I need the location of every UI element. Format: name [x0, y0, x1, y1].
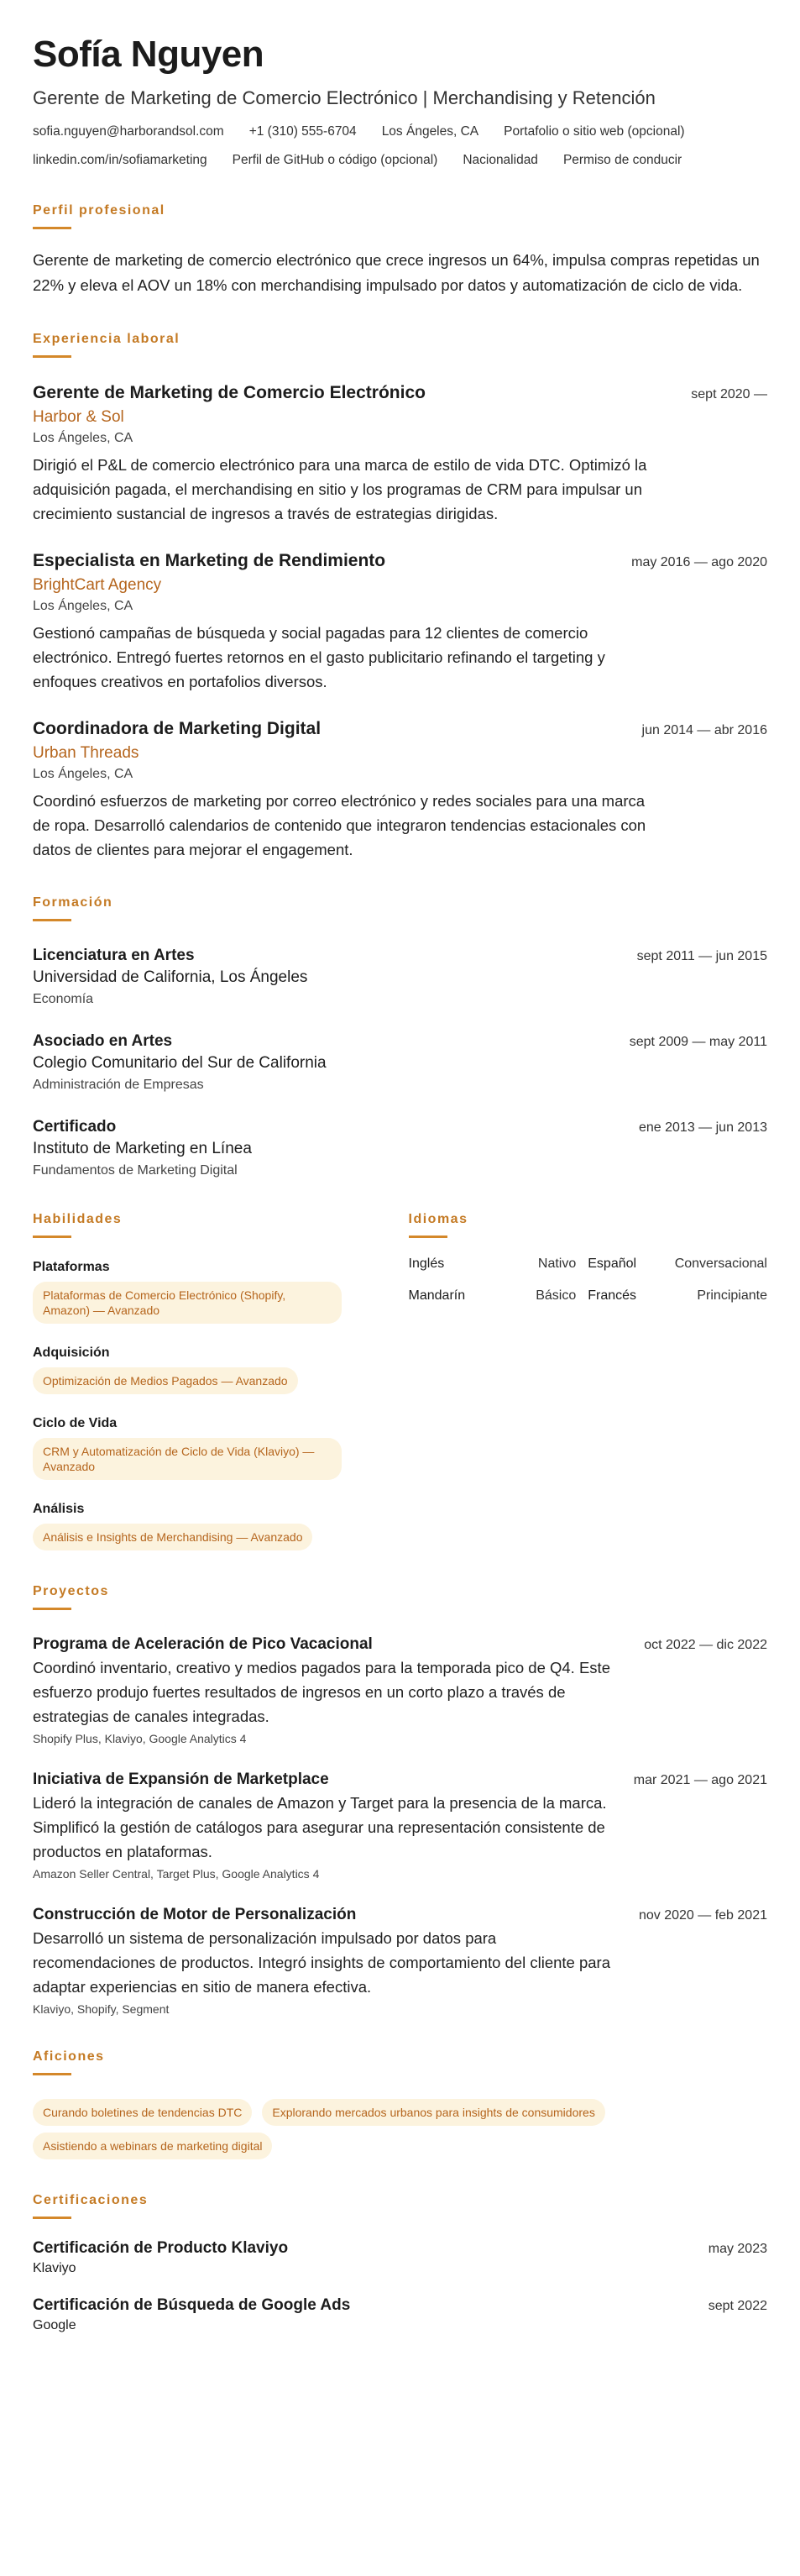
language-item: [588, 1288, 767, 1304]
project-description: Desarrolló un sistema de personalización impulsado por datos para recomendaciones de productos. Integró insights de comportamiento del cliente para adaptar experiencias en sitio de manera efectiva.: [33, 1929, 610, 1996]
skills-section: [33, 1212, 375, 1550]
resume-header: [33, 34, 767, 170]
job-location: Los Ángeles, CA: [33, 767, 133, 781]
certifications-section: [33, 2193, 767, 2333]
hobbies-list: [33, 2092, 704, 2159]
skills-languages-row: [33, 1212, 767, 1550]
skill-group: [33, 1346, 342, 1394]
certification-issuer: Google: [33, 2318, 76, 2332]
project-tech: Klaviyo, Shopify, Segment: [33, 2002, 170, 2016]
certification-date: sept 2022: [708, 2299, 767, 2313]
project-entry: [33, 1906, 767, 2016]
section-divider: [33, 919, 71, 921]
job-description: Dirigió el P&L de comercio electrónico para una marca de estilo de vida DTC. Optimizó la adquisición pagada, el merchandising en sitio y los programas de CRM para impulsar un crecimiento sustancial de ingresos a través de estrategias dirigidas.: [33, 456, 647, 522]
summary-section: [33, 203, 767, 298]
project-tech: Amazon Seller Central, Target Plus, Google Analytics 4: [33, 1867, 320, 1881]
contact-info: [33, 123, 767, 170]
skill-pill: CRM y Automatización de Ciclo de Vida (Klaviyo) — Avanzado: [33, 1438, 342, 1480]
job-date: may 2016 — ago 2020: [631, 555, 767, 569]
section-title: Aficiones: [33, 2049, 105, 2064]
skill-pill: Análisis e Insights de Merchandising — Avanzado: [33, 1524, 312, 1550]
certification-issuer: Klaviyo: [33, 2261, 76, 2275]
language-name: Español: [588, 1257, 637, 1271]
skill-category: Plataformas: [33, 1260, 110, 1274]
skill-group: [33, 1502, 342, 1550]
degree-date: sept 2011 — jun 2015: [636, 949, 767, 963]
contact-email[interactable]: sofia.nguyen@harborandsol.com: [33, 124, 224, 139]
skill-category: Análisis: [33, 1502, 85, 1516]
language-item: [588, 1257, 767, 1272]
degree-title: Certificado: [33, 1118, 117, 1136]
field-of-study: Economía: [33, 992, 94, 1006]
section-divider: [33, 2217, 71, 2219]
certification-entry: [33, 2239, 767, 2276]
job-location: Los Ángeles, CA: [33, 431, 133, 445]
degree-title: Licenciatura en Artes: [33, 947, 195, 964]
job-location: Los Ángeles, CA: [33, 599, 133, 613]
job-date: jun 2014 — abr 2016: [641, 723, 767, 737]
section-divider: [33, 1236, 71, 1238]
experience-entry: [33, 551, 767, 694]
job-date: sept 2020 —: [691, 387, 767, 401]
skill-pill: Plataformas de Comercio Electrónico (Shopify, Amazon) — Avanzado: [33, 1282, 342, 1324]
project-name: Iniciativa de Expansión de Marketplace: [33, 1771, 329, 1788]
language-name: Inglés: [408, 1257, 445, 1271]
project-name: Programa de Aceleración de Pico Vacacional: [33, 1635, 373, 1653]
section-title: Experiencia laboral: [33, 332, 180, 346]
hobby-pill: Curando boletines de tendencias DTC: [33, 2099, 252, 2126]
section-title: Certificaciones: [33, 2193, 149, 2207]
skill-category: Adquisición: [33, 1346, 110, 1360]
experience-entry: [33, 383, 767, 526]
section-divider: [33, 227, 71, 229]
project-entry: [33, 1635, 767, 1745]
project-tech: Shopify Plus, Klaviyo, Google Analytics 4: [33, 1732, 247, 1745]
project-entry: [33, 1771, 767, 1881]
section-title: Idiomas: [408, 1212, 468, 1226]
contact-linkedin[interactable]: linkedin.com/in/sofiamarketing: [33, 153, 207, 167]
section-divider: [409, 1236, 447, 1238]
contact-github[interactable]: Perfil de GitHub o código (opcional): [232, 153, 438, 167]
degree-date: sept 2009 — may 2011: [629, 1035, 767, 1049]
contact-license: Permiso de conducir: [562, 153, 682, 167]
section-title: Perfil profesional: [33, 203, 165, 218]
language-level: Principiante: [697, 1288, 767, 1303]
language-name: Francés: [588, 1288, 637, 1303]
project-date: oct 2022 — dic 2022: [644, 1638, 767, 1652]
hobbies-section: [33, 2049, 767, 2159]
job-title: Especialista en Marketing de Rendimiento: [33, 551, 386, 570]
education-entry: [33, 947, 767, 1007]
job-title: Coordinadora de Marketing Digital: [33, 719, 322, 738]
languages-section: [409, 1212, 767, 1550]
project-name: Construcción de Motor de Personalización: [33, 1906, 357, 1923]
section-title: Formación: [33, 895, 113, 910]
certification-date: may 2023: [708, 2242, 767, 2256]
degree-title: Asociado en Artes: [33, 1032, 173, 1050]
contact-portfolio[interactable]: Portafolio o sitio web (opcional): [504, 124, 685, 139]
degree-date: ene 2013 — jun 2013: [638, 1120, 767, 1135]
section-divider: [33, 1608, 71, 1610]
field-of-study: Administración de Empresas: [33, 1078, 204, 1092]
job-title: Gerente de Marketing de Comercio Electrónico: [33, 383, 426, 402]
languages-grid: [409, 1257, 767, 1320]
school-name: Instituto de Marketing en Línea: [33, 1140, 252, 1157]
job-description: Gestionó campañas de búsqueda y social pagadas para 12 clientes de comercio electrónico. Entregó fuertes retornos en el gasto publicitario refinando el targeting y enfoques creativos en portafolios diversos.: [33, 624, 605, 690]
job-company: Harbor & Sol: [33, 408, 124, 426]
language-level: Básico: [536, 1288, 577, 1303]
candidate-name: Sofía Nguyen: [33, 34, 264, 75]
experience-section: [33, 332, 767, 862]
skill-group: [33, 1260, 342, 1324]
education-entry: [33, 1118, 767, 1178]
project-description: Coordinó inventario, creativo y medios pagados para la temporada pico de Q4. Este esfuerzo produjo fuertes resultados de ingresos en un corto plazo a través de estrategias de canales integradas.: [33, 1659, 610, 1725]
section-title: Habilidades: [33, 1212, 123, 1226]
language-level: Nativo: [537, 1257, 577, 1271]
school-name: Colegio Comunitario del Sur de California: [33, 1054, 327, 1072]
section-title: Proyectos: [33, 1584, 109, 1598]
project-date: mar 2021 — ago 2021: [633, 1773, 767, 1787]
language-level: Conversacional: [674, 1257, 767, 1271]
certification-name: Certificación de Búsqueda de Google Ads: [33, 2296, 351, 2314]
experience-entry: [33, 719, 767, 862]
certification-entry: [33, 2296, 767, 2333]
summary-text: Gerente de marketing de comercio electrónico que crece ingresos un 64%, impulsa compras repetidas un 22% y eleva el AOV un 18% con merchandising impulsado por datos y automatización de ciclo de vida.: [33, 251, 760, 294]
hobby-pill: Explorando mercados urbanos para insights de consumidores: [262, 2099, 604, 2126]
hobby-pill: Asistiendo a webinars de marketing digital: [33, 2133, 272, 2159]
job-description: Coordinó esfuerzos de marketing por correo electrónico y redes sociales para una marca de ropa. Desarrolló calendarios de contenido que integraron tendencias estacionales con datos de clientes para mejorar el engagement.: [33, 792, 646, 858]
language-item: [409, 1288, 588, 1304]
projects-section: [33, 1584, 767, 2016]
section-divider: [33, 355, 71, 358]
job-company: Urban Threads: [33, 744, 139, 762]
skill-pill: Optimización de Medios Pagados — Avanzado: [33, 1367, 298, 1394]
candidate-headline: Gerente de Marketing de Comercio Electrónico | Merchandising y Retención: [33, 87, 656, 108]
contact-location: Los Ángeles, CA: [381, 124, 479, 139]
field-of-study: Fundamentos de Marketing Digital: [33, 1163, 238, 1178]
education-section: [33, 895, 767, 1178]
skill-group: [33, 1416, 342, 1480]
contact-phone[interactable]: +1 (310) 555-6704: [248, 124, 357, 139]
skill-category: Ciclo de Vida: [33, 1416, 118, 1430]
project-description: Lideró la integración de canales de Amazon y Target para la presencia de la marca. Simplificó la gestión de catálogos para asegurar una representación consistente de productos en plataformas.: [33, 1794, 607, 1860]
section-divider: [33, 2073, 71, 2075]
contact-nationality: Nacionalidad: [463, 153, 538, 167]
language-name: Mandarín: [408, 1288, 466, 1303]
language-item: [409, 1257, 588, 1272]
school-name: Universidad de California, Los Ángeles: [33, 968, 308, 986]
certification-name: Certificación de Producto Klaviyo: [33, 2239, 289, 2257]
education-entry: [33, 1032, 767, 1093]
job-company: BrightCart Agency: [33, 576, 162, 594]
project-date: nov 2020 — feb 2021: [638, 1908, 767, 1923]
